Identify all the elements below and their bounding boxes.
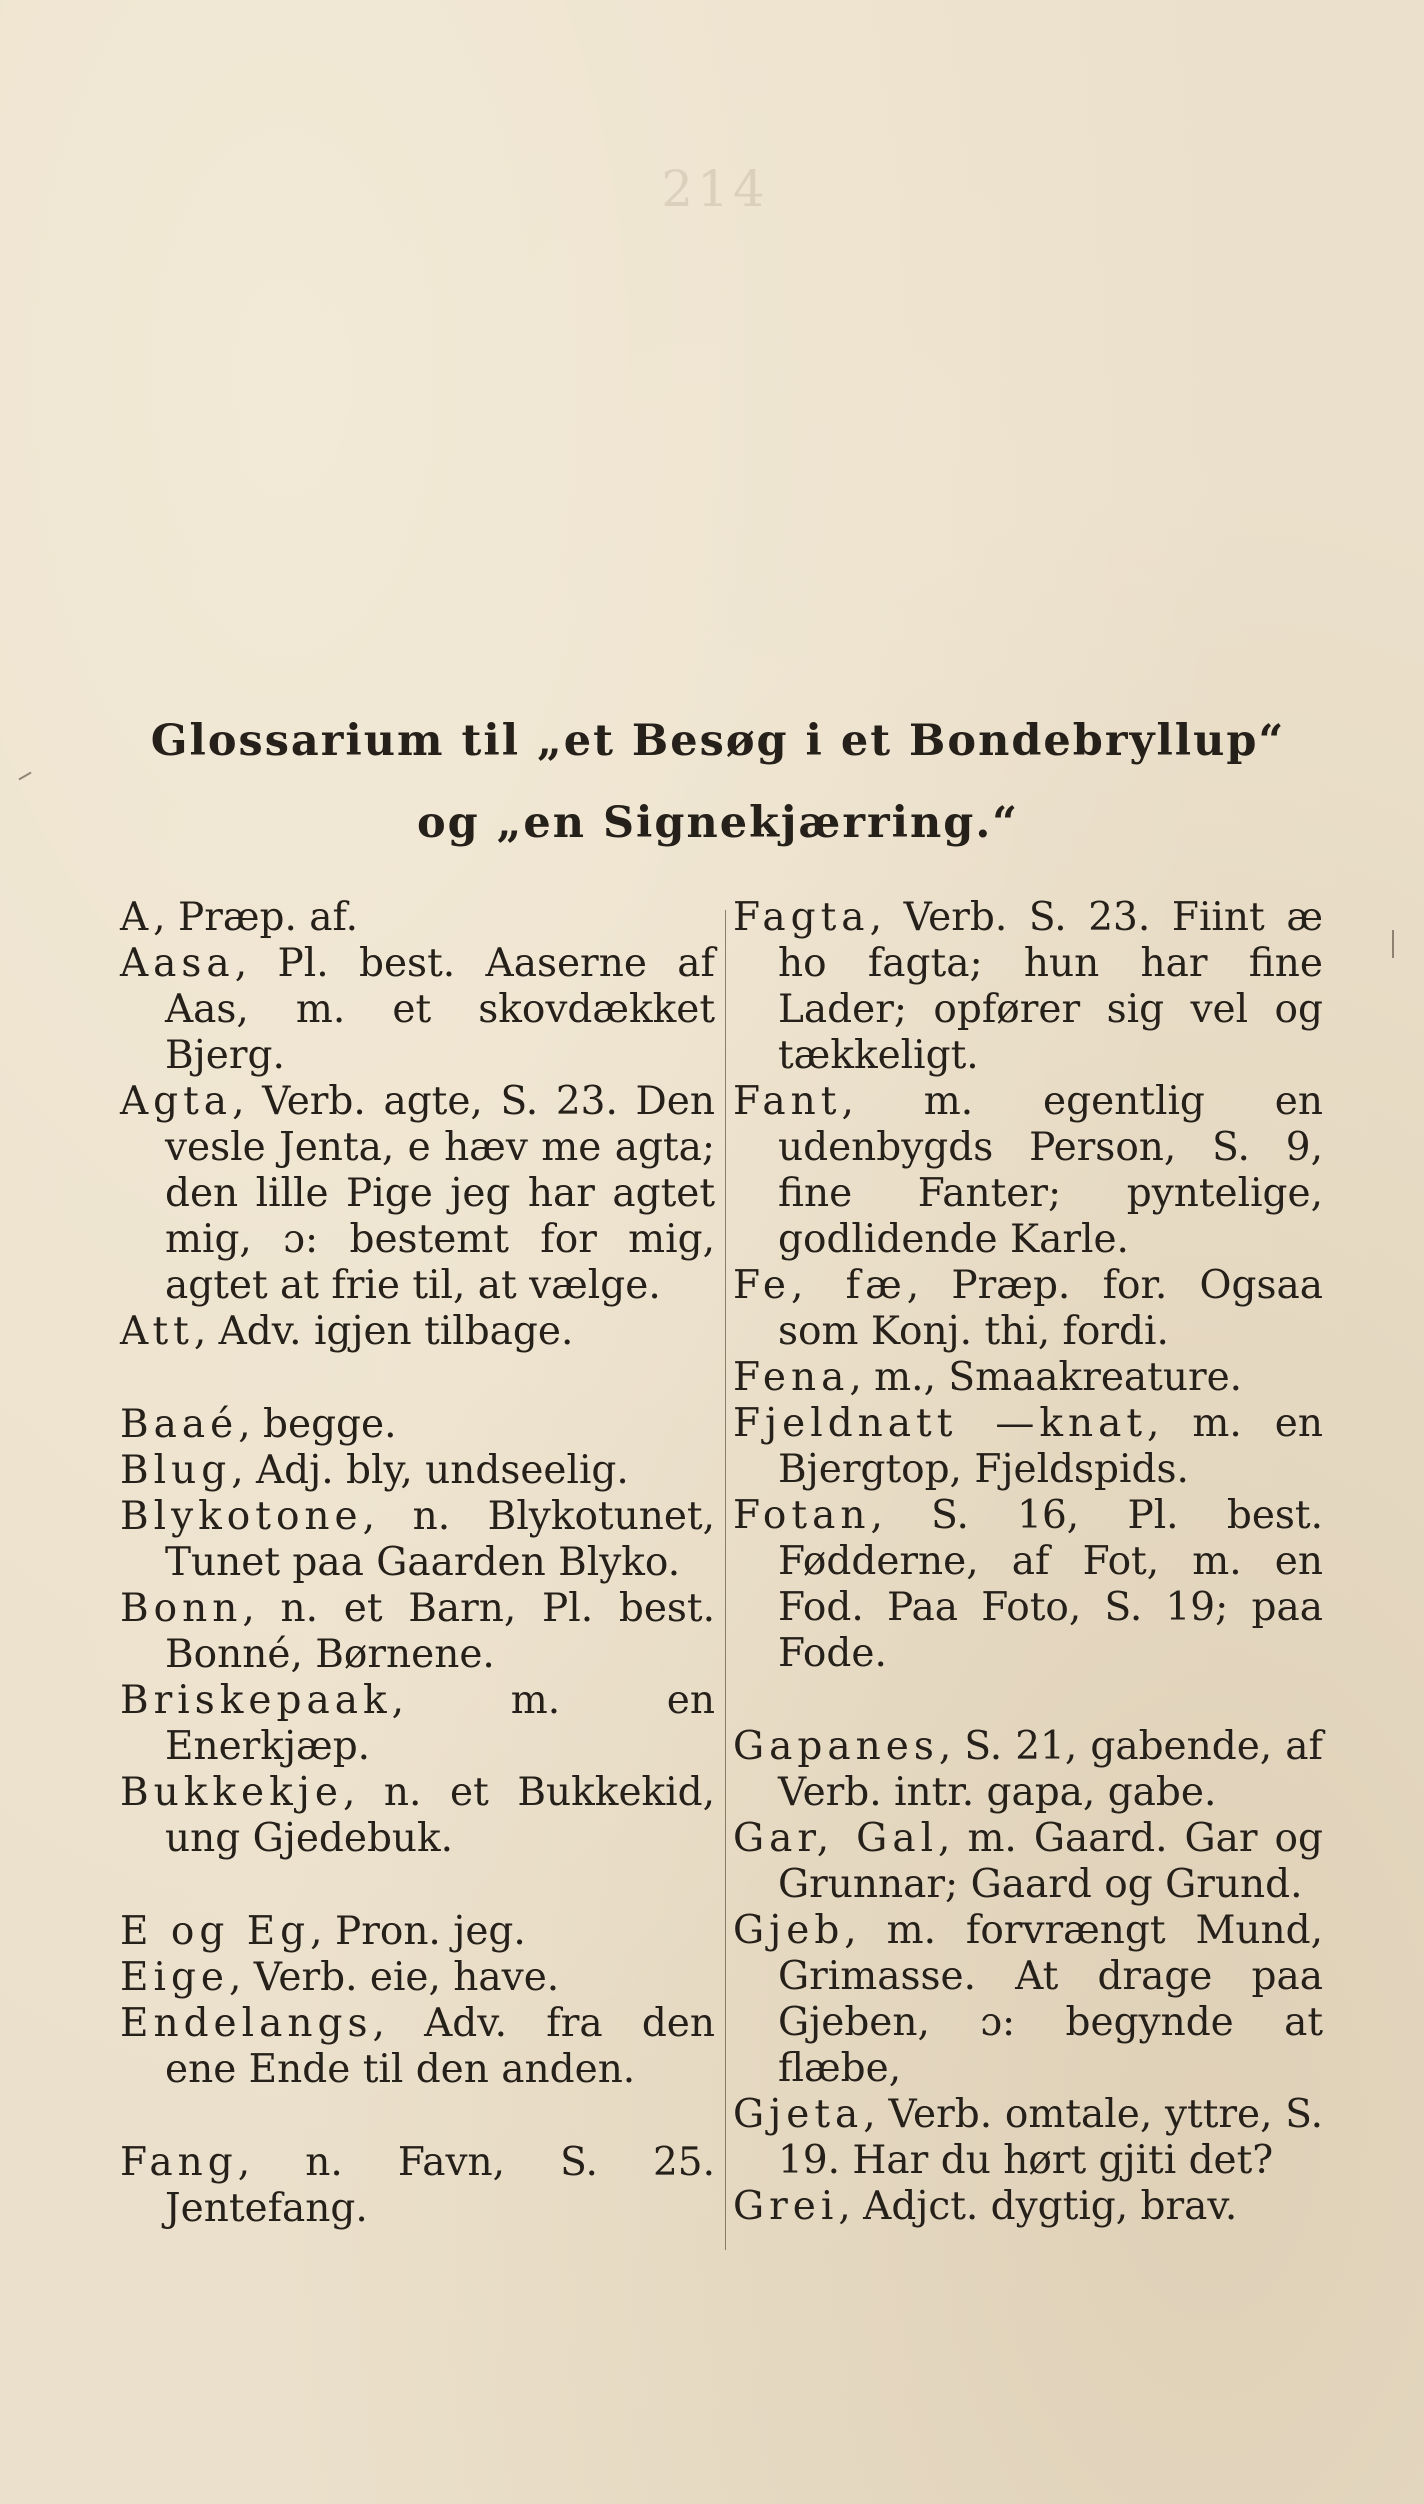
entry-headword: Blug — [120, 1448, 232, 1493]
entry-headword: Fjeldnatt —knat — [733, 1401, 1148, 1446]
glossary-entry — [120, 941, 715, 1079]
entry-definition: , Adj. bly, undseelig. — [231, 1448, 629, 1493]
stray-mark — [1392, 930, 1394, 958]
glossary-entry — [120, 1770, 715, 1862]
entry-definition: , Verb. S. 23. Fiint æ ho fagta; hun har fine Lader; opfører sig vel og tækkeligt. — [778, 895, 1323, 1078]
entry-headword: Att — [120, 1309, 194, 1354]
entry-headword: Fagta — [733, 895, 870, 940]
stray-mark — [18, 772, 31, 781]
glossary-entry — [120, 1909, 715, 1955]
entry-definition: , Adv. fra den ene Ende til den anden. — [165, 2001, 715, 2092]
entry-definition: , S. 21, gabende, af Verb. intr. gapa, gabe. — [778, 1724, 1323, 1815]
entry-definition: , Adjct. dygtig, brav. — [838, 2184, 1238, 2229]
entry-definition: , Verb. agte, S. 23. Den vesle Jenta, e hæv me agta; den lille Pige jeg har agtet mig, ɔ: bestemt for mig, agtet at frie til, at vælge. — [165, 1079, 715, 1308]
entry-headword: Fe, fæ — [733, 1263, 907, 1308]
glossary-entry — [733, 1724, 1323, 1816]
glossary-right-column — [733, 895, 1323, 2230]
entry-headword: Endelangs — [120, 2001, 373, 2046]
entry-headword: Briskepaak — [120, 1678, 392, 1723]
entry-headword: Eige — [120, 1955, 229, 2000]
entry-headword: Fant — [733, 1079, 842, 1124]
entry-definition: , m. forvrængt Mund, Grimasse. At drage paa Gjeben, ɔ: begynde at flæbe, — [778, 1908, 1323, 2091]
entry-definition: , n. Favn, S. 25. Jentefang. — [165, 2140, 715, 2231]
glossary-entry — [733, 2092, 1323, 2184]
entry-headword: Fena — [733, 1355, 850, 1400]
entry-headword: A — [120, 895, 154, 940]
glossary-entry — [120, 2140, 715, 2232]
entry-headword: Grei — [733, 2184, 839, 2229]
glossary-entry — [120, 1079, 715, 1309]
entry-definition: , begge. — [238, 1402, 397, 1447]
entry-definition: , n. et Bukkekid, ung Gjedebuk. — [165, 1770, 715, 1861]
glossary-left-column — [120, 895, 715, 2232]
entry-headword: Gapanes — [733, 1724, 939, 1769]
entry-headword: Fang — [120, 2140, 238, 2185]
entry-headword: Bonn — [120, 1586, 243, 1631]
entry-headword: Blykotone — [120, 1494, 363, 1539]
entry-definition: , m. en Bjergtop, Fjeldspids. — [778, 1401, 1323, 1492]
entry-headword: Bukkekje — [120, 1770, 343, 1815]
entry-definition: , S. 16, Pl. best. Fødderne, af Fot, m. en Fod. Paa Foto, S. 19; paa Fode. — [778, 1493, 1323, 1676]
entry-definition: , m., Smaakreature. — [849, 1355, 1243, 1400]
glossary-entry — [733, 1355, 1323, 1401]
entry-definition: , m. en Enerkjæp. — [165, 1678, 715, 1769]
glossary-entry — [733, 1401, 1323, 1493]
entry-headword: Gar, Gal — [733, 1816, 939, 1861]
entry-definition: , Præp. af. — [153, 895, 358, 940]
glossary-entry — [120, 1402, 715, 1448]
glossary-entry — [120, 895, 715, 941]
entry-headword: Fotan — [733, 1493, 871, 1538]
glossary-entry — [120, 1309, 715, 1355]
glossary-entry — [733, 895, 1323, 1079]
page-title: Glossarium til „et Besøg i et Bondebryllup“ og „en Signekjærring.“ — [150, 716, 1286, 848]
glossary-entry — [733, 1908, 1323, 2092]
entry-headword: Gjeta — [733, 2092, 864, 2137]
entry-definition: , n. et Barn, Pl. best. Bonné, Børnene. — [165, 1586, 715, 1677]
glossary-entry — [733, 1079, 1323, 1263]
glossary-entry — [120, 1586, 715, 1678]
entry-headword: Agta — [120, 1079, 233, 1124]
glossary-entry — [120, 2001, 715, 2093]
glossary-entry — [120, 1448, 715, 1494]
entry-definition: , Præp. for. Ogsaa som Konj. thi, fordi. — [778, 1263, 1323, 1354]
entry-definition: , Verb. eie, have. — [229, 1955, 560, 2000]
glossary-entry — [733, 1263, 1323, 1355]
entry-definition: , Verb. omtale, yttre, S. 19. Har du hørt gjiti det? — [778, 2092, 1323, 2183]
glossary-entry — [120, 1678, 715, 1770]
entry-definition: , Adv. igjen tilbage. — [193, 1309, 574, 1354]
entry-headword: Baaé — [120, 1402, 239, 1447]
entry-headword: E og Eg — [120, 1909, 311, 1954]
column-divider — [725, 910, 726, 2250]
entry-definition: , m. egentlig en udenbygds Person, S. 9, fine Fanter; pyntelige, godlidende Karle. — [778, 1079, 1323, 1262]
entry-definition: , Pl. best. Aaserne af Aas, m. et skovdækket Bjerg. — [165, 941, 715, 1078]
glossary-entry — [733, 1816, 1323, 1908]
page-number: 214 — [661, 160, 769, 218]
glossary-entry — [733, 2184, 1323, 2230]
glossary-entry — [120, 1955, 715, 2001]
entry-definition: , Pron. jeg. — [310, 1909, 526, 1954]
entry-headword: Gjeb — [733, 1908, 845, 1953]
glossary-entry — [733, 1493, 1323, 1677]
entry-headword: Aasa — [120, 941, 235, 986]
entry-definition: , m. Gaard. Gar og Grunnar; Gaard og Grund. — [778, 1816, 1323, 1907]
entry-definition: , n. Blykotunet, Tunet paa Gaarden Blyko. — [165, 1494, 715, 1585]
glossary-entry — [120, 1494, 715, 1586]
